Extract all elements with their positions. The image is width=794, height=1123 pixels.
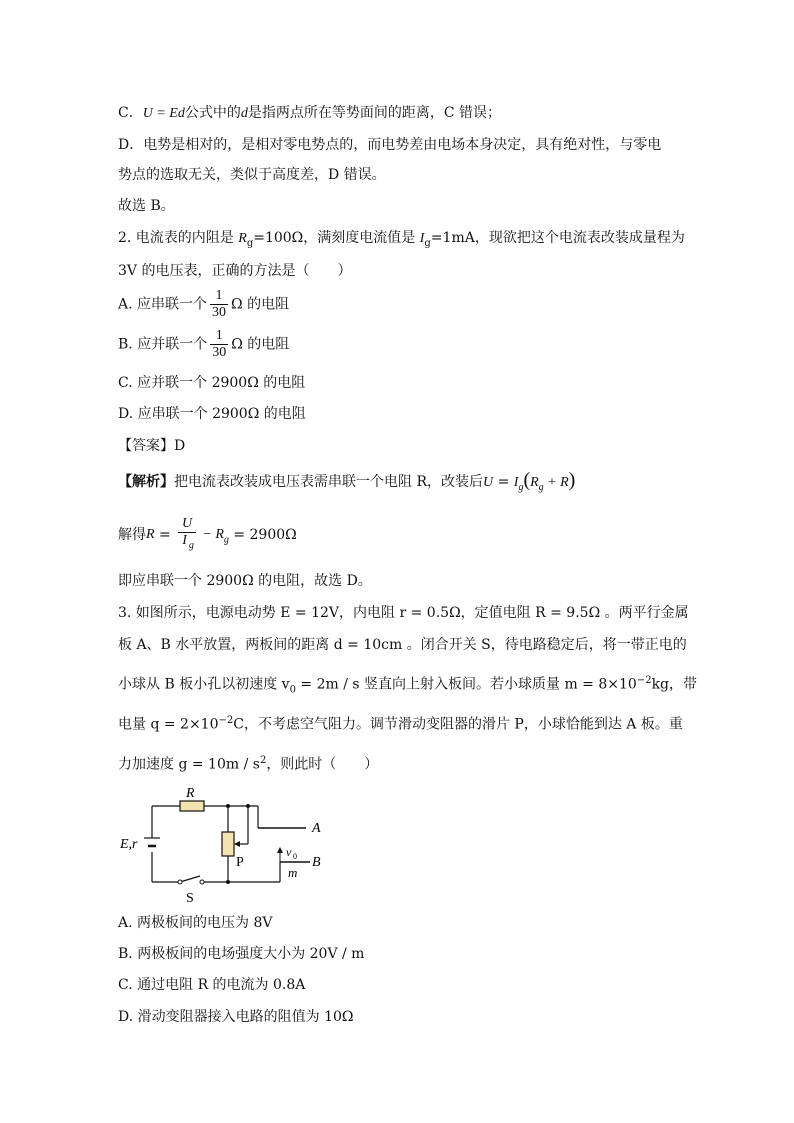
q3-option-a: A. 两极板间的电压为 8V	[118, 915, 273, 931]
q2-stem-a: 2. 电流表的内阻是	[118, 230, 239, 246]
q2-b-post: Ω 的电阻	[231, 336, 290, 353]
q2-a-post: Ω 的电阻	[231, 296, 290, 313]
q2-ig-sub: g	[424, 237, 431, 249]
q3-stem-line2: 板 A、B 水平放置，两板间的距离 d = 10cm 。闭合开关 S，待电路稳定后，将一带正电的	[118, 637, 687, 653]
q1-c-mid: 公式中的	[184, 105, 241, 121]
q2-a-num: 1	[210, 288, 228, 305]
junction-bottom	[226, 880, 230, 884]
q3-stem-line4	[118, 712, 683, 734]
q3-option-c: C. 通过电阻 R 的电流为 0.8A	[118, 977, 306, 993]
q2-analysis-text: 把电流表改装成电压表需串联一个电阻 R，改装后	[174, 474, 483, 490]
q2-stem-b: =100Ω，满刻度电流值是	[253, 230, 420, 246]
q3-l4-a: 电量 q = 2×10	[118, 716, 219, 733]
q2-solve-fraction	[178, 516, 196, 554]
label-er: E,r	[120, 837, 138, 852]
q2-solve-den	[178, 533, 196, 554]
q2-option-b	[118, 328, 289, 361]
q2-stem-line1	[118, 229, 685, 253]
q3-option-b: B. 两极板间的电场强度大小为 20V / m	[118, 946, 365, 962]
q2-b-den: 30	[212, 345, 227, 360]
q2-formula-r-sub: g	[538, 481, 544, 493]
q2-solve	[118, 516, 297, 554]
velocity-arrowhead	[277, 847, 283, 853]
switch-contact-right	[200, 880, 204, 884]
q2-option-a	[118, 288, 289, 321]
q3-l3-sub: 0	[289, 684, 296, 696]
q3-stem-line1: 3. 如图所示，电源电动势 E = 12V，内电阻 r = 0.5Ω，定值电阻 R = 9.5Ω 。两平行金属	[118, 605, 689, 621]
q2-solve-den-sub: g	[188, 539, 194, 551]
q1-option-d-line2: 势点的选取无关，类似于高度差，D 错误。	[118, 167, 386, 183]
q2-solve-minus-sub: g	[223, 534, 229, 546]
q3-l4-b: C，不考虑空气阻力。调节滑动变阻器的滑片 P，小球恰能到达 A 板。重	[233, 716, 683, 733]
q3-option-d: D. 滑动变阻器接入电路的阻值为 10Ω	[118, 1009, 354, 1025]
q2-solve-eq: =	[154, 526, 176, 543]
q2-solve-result: = 2900Ω	[228, 526, 297, 543]
label-v: v	[286, 845, 292, 859]
q3-l4-sup: −2	[218, 715, 234, 726]
junction-slider	[246, 804, 250, 808]
q1-c-formula: U = Ed	[142, 106, 185, 121]
q2-option-c: C. 应并联一个 2900Ω 的电阻	[118, 375, 306, 391]
q2-answer: 【答案】D	[118, 438, 186, 454]
label-r: R	[186, 786, 195, 801]
label-m: m	[288, 865, 298, 880]
q1-c-rest: 是指两点所在等势面间的距离，C 错误；	[247, 105, 501, 121]
q2-analysis-label: 【解析】	[118, 474, 174, 490]
q3-stem-line3	[118, 672, 697, 699]
label-s: S	[186, 891, 194, 906]
q2-solve-minus: − R	[198, 526, 224, 542]
q2-rg-sub: g	[246, 237, 254, 249]
q2-option-d: D. 应串联一个 2900Ω 的电阻	[118, 406, 306, 422]
q2-formula-u: U	[483, 475, 494, 490]
q2-a-den: 30	[212, 305, 227, 320]
slider-arrowhead	[234, 841, 240, 847]
switch-blade	[180, 876, 200, 882]
q2-solve-num: U	[178, 516, 196, 533]
label-p: P	[236, 855, 244, 870]
q2-a-pre: A. 应串联一个	[118, 296, 208, 313]
q1-c-d: d	[240, 106, 248, 121]
q1-c-prefix: C．	[118, 105, 143, 121]
resistor-r	[180, 801, 204, 811]
q2-b-fraction	[210, 328, 228, 361]
q2-solve-label: 解得	[118, 526, 146, 543]
switch-contact-left	[178, 880, 182, 884]
q3-stem-line5	[118, 752, 378, 774]
q2-analysis	[118, 471, 575, 497]
q3-l5-sup: 2	[259, 755, 267, 766]
q2-b-pre: B. 应并联一个	[118, 336, 208, 353]
circuit-diagram	[110, 786, 350, 906]
q1-conclusion: 故选 B。	[118, 198, 175, 214]
q2-formula-plus: + R	[543, 475, 569, 490]
q2-solve-r: R	[146, 526, 155, 542]
q2-stem-line2: 3V 的电压表，正确的方法是（ ）	[118, 263, 352, 279]
q2-stem-c: =1mA，现欲把这个电流表改装成量程为	[430, 230, 685, 246]
q2-formula-r: R	[530, 475, 539, 490]
q3-l5-a: 力加速度 g = 10m / s	[118, 756, 260, 773]
q2-ig: I	[419, 231, 425, 246]
q3-l3-a: 小球从 B 板小孔以初速度 v	[118, 676, 290, 693]
q1-option-c	[118, 104, 501, 123]
q2-formula-lparen: (	[523, 469, 531, 491]
rheostat	[222, 832, 234, 856]
label-v-sub: 0	[293, 852, 297, 861]
q1-option-d-line1: D．电势是相对的，是相对零电势点的，而电势差由电场本身决定，具有绝对性，与零电	[118, 137, 662, 153]
q2-formula-eq: =	[493, 474, 514, 490]
q3-l5-b: ，则此时（ ）	[266, 756, 379, 773]
junction-top	[226, 804, 230, 808]
label-a: A	[312, 821, 321, 836]
q2-formula-rparen: )	[568, 469, 576, 491]
label-b: B	[312, 855, 321, 870]
q3-l3-sup: −2	[636, 675, 652, 686]
q2-formula-i: I	[513, 475, 519, 490]
q2-b-num: 1	[210, 328, 228, 345]
q3-l3-c: kg，带	[651, 676, 698, 693]
q2-rg: R	[238, 231, 247, 246]
q2-solve-den-i: I	[182, 533, 187, 548]
q3-l3-b: = 2m / s 竖直向上射入板间。若小球质量 m = 8×10	[295, 676, 637, 693]
q2-formula-i-sub: g	[518, 481, 524, 493]
q2-a-fraction	[210, 288, 228, 321]
q2-conclusion: 即应串联一个 2900Ω 的电阻，故选 D。	[118, 573, 372, 589]
